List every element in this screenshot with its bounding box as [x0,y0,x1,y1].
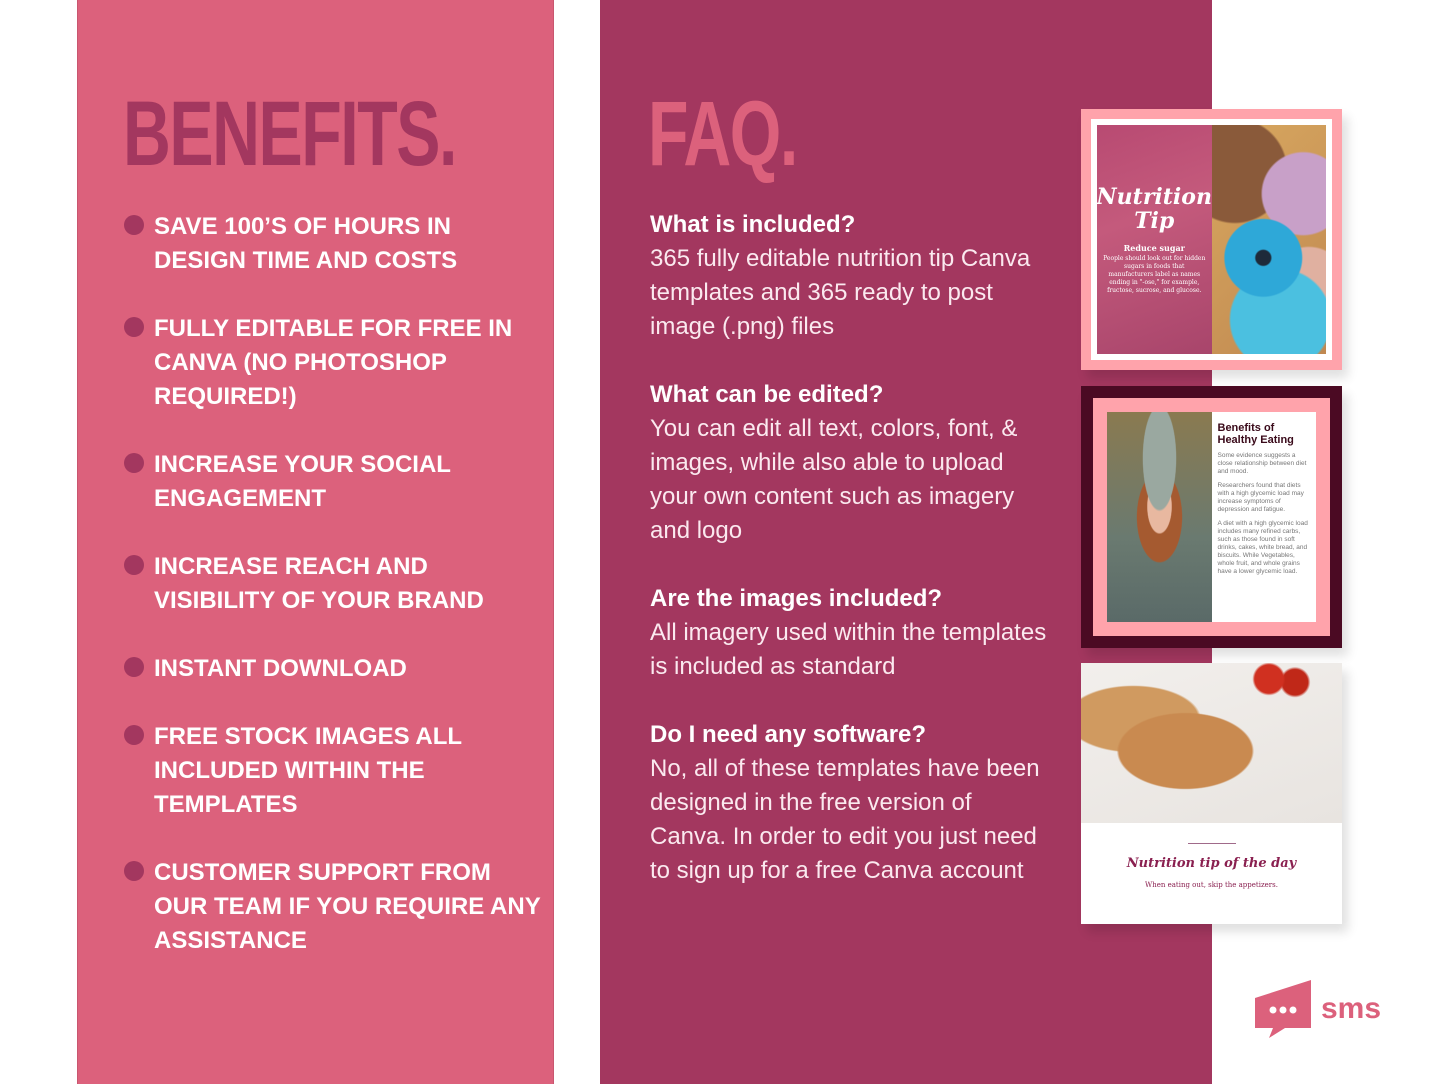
faq-answer: 365 fully editable nutrition tip Canva templates and 365 ready to post image (.png) files [650,245,1031,340]
benefit-text: FULLY EDITABLE FOR FREE IN CANVA (NO PHOTOSHOP REQUIRED!) [154,315,513,410]
faq-item [650,378,1050,548]
faq-answer: You can edit all text, colors, font, & images, while also able to upload your own content such as imagery and logo [650,415,1018,544]
card-frame [1091,119,1332,360]
healthy-eating-paragraph: A diet with a high glycemic load includes many refined carbs, such as those found in soft drinks, cakes, white bread, and biscuits. While Vegetables, whole fruit, and whole grains have a lower glycemic load. [1217,520,1308,575]
benefit-item [124,720,544,822]
woman-photo [1107,412,1212,622]
faq-title: FAQ. [648,83,797,185]
benefit-item [124,448,544,516]
bullet-dot-icon [124,861,144,881]
bullet-dot-icon [124,657,144,677]
tip-of-day-title: Nutrition tip of the day [1126,856,1297,871]
template-preview-healthy-eating [1081,386,1342,648]
bullet-dot-icon [124,453,144,473]
healthy-eating-paragraph: Researchers found that diets with a high glycemic load may increase symptoms of depression and fatigue. [1217,482,1304,513]
bullet-dot-icon [124,725,144,745]
faq-question: What can be edited? [650,381,884,408]
tip-text-block [1097,125,1212,354]
benefit-item [124,856,544,958]
benefits-panel [77,0,554,1084]
divider [1188,843,1236,844]
appetizers-photo [1081,663,1342,823]
faq-answer: No, all of these templates have been designed in the free version of Canva. In order to edit you just need to sign up for a free Canva account [650,755,1040,884]
sms-logo [1255,980,1381,1038]
logo-text: sms [1321,992,1382,1025]
tip-body: People should look out for hidden sugars in foods that manufacturers label as names ending in "-ose," for example, fructose, sucrose, and glucose. [1103,254,1206,294]
benefits-title: BENEFITS. [123,83,456,185]
benefit-item [124,652,544,686]
card-frame [1093,398,1330,636]
benefit-item [124,550,544,618]
faq-item [650,718,1050,888]
bullet-dot-icon [124,317,144,337]
template-preview-tip-of-day [1081,663,1342,924]
tip-of-day-body: When eating out, skip the appetizers. [1145,881,1278,889]
benefit-text: INCREASE YOUR SOCIAL ENGAGEMENT [154,451,451,512]
faq-list [650,208,1050,922]
chat-bubble-ellipsis-icon [1255,980,1311,1038]
benefit-item [124,312,544,414]
benefit-item [124,210,544,278]
benefits-list [124,210,544,992]
tip-subhead: Reduce sugar [1123,242,1185,253]
bullet-dot-icon [124,555,144,575]
benefit-text: SAVE 100’S OF HOURS IN DESIGN TIME AND COSTS [154,213,458,274]
faq-question: Do I need any software? [650,721,927,748]
healthy-eating-text [1212,412,1317,622]
faq-question: What is included? [650,211,856,238]
template-preview-nutrition-tip [1081,109,1342,370]
faq-answer: All imagery used within the templates is included as standard [650,619,1047,680]
tip-title-line2: Tip [1134,207,1175,234]
healthy-eating-title: Benefits of Healthy Eating [1217,422,1294,446]
faq-question: Are the images included? [650,585,943,612]
benefit-text: FREE STOCK IMAGES ALL INCLUDED WITHIN THE TEMPLATES [154,723,462,818]
faq-item [650,208,1050,344]
donuts-photo [1212,125,1327,354]
bullet-dot-icon [124,215,144,235]
benefit-text: INCREASE REACH AND VISIBILITY OF YOUR BRAND [154,553,484,614]
healthy-eating-paragraph: Some evidence suggests a close relationship between diet and mood. [1217,452,1307,475]
faq-item [650,582,1050,684]
benefit-text: INSTANT DOWNLOAD [154,655,407,682]
benefit-text: CUSTOMER SUPPORT FROM OUR TEAM IF YOU REQUIRE ANY ASSISTANCE [154,859,541,954]
tip-title-line1: Nutrition [1096,183,1212,210]
